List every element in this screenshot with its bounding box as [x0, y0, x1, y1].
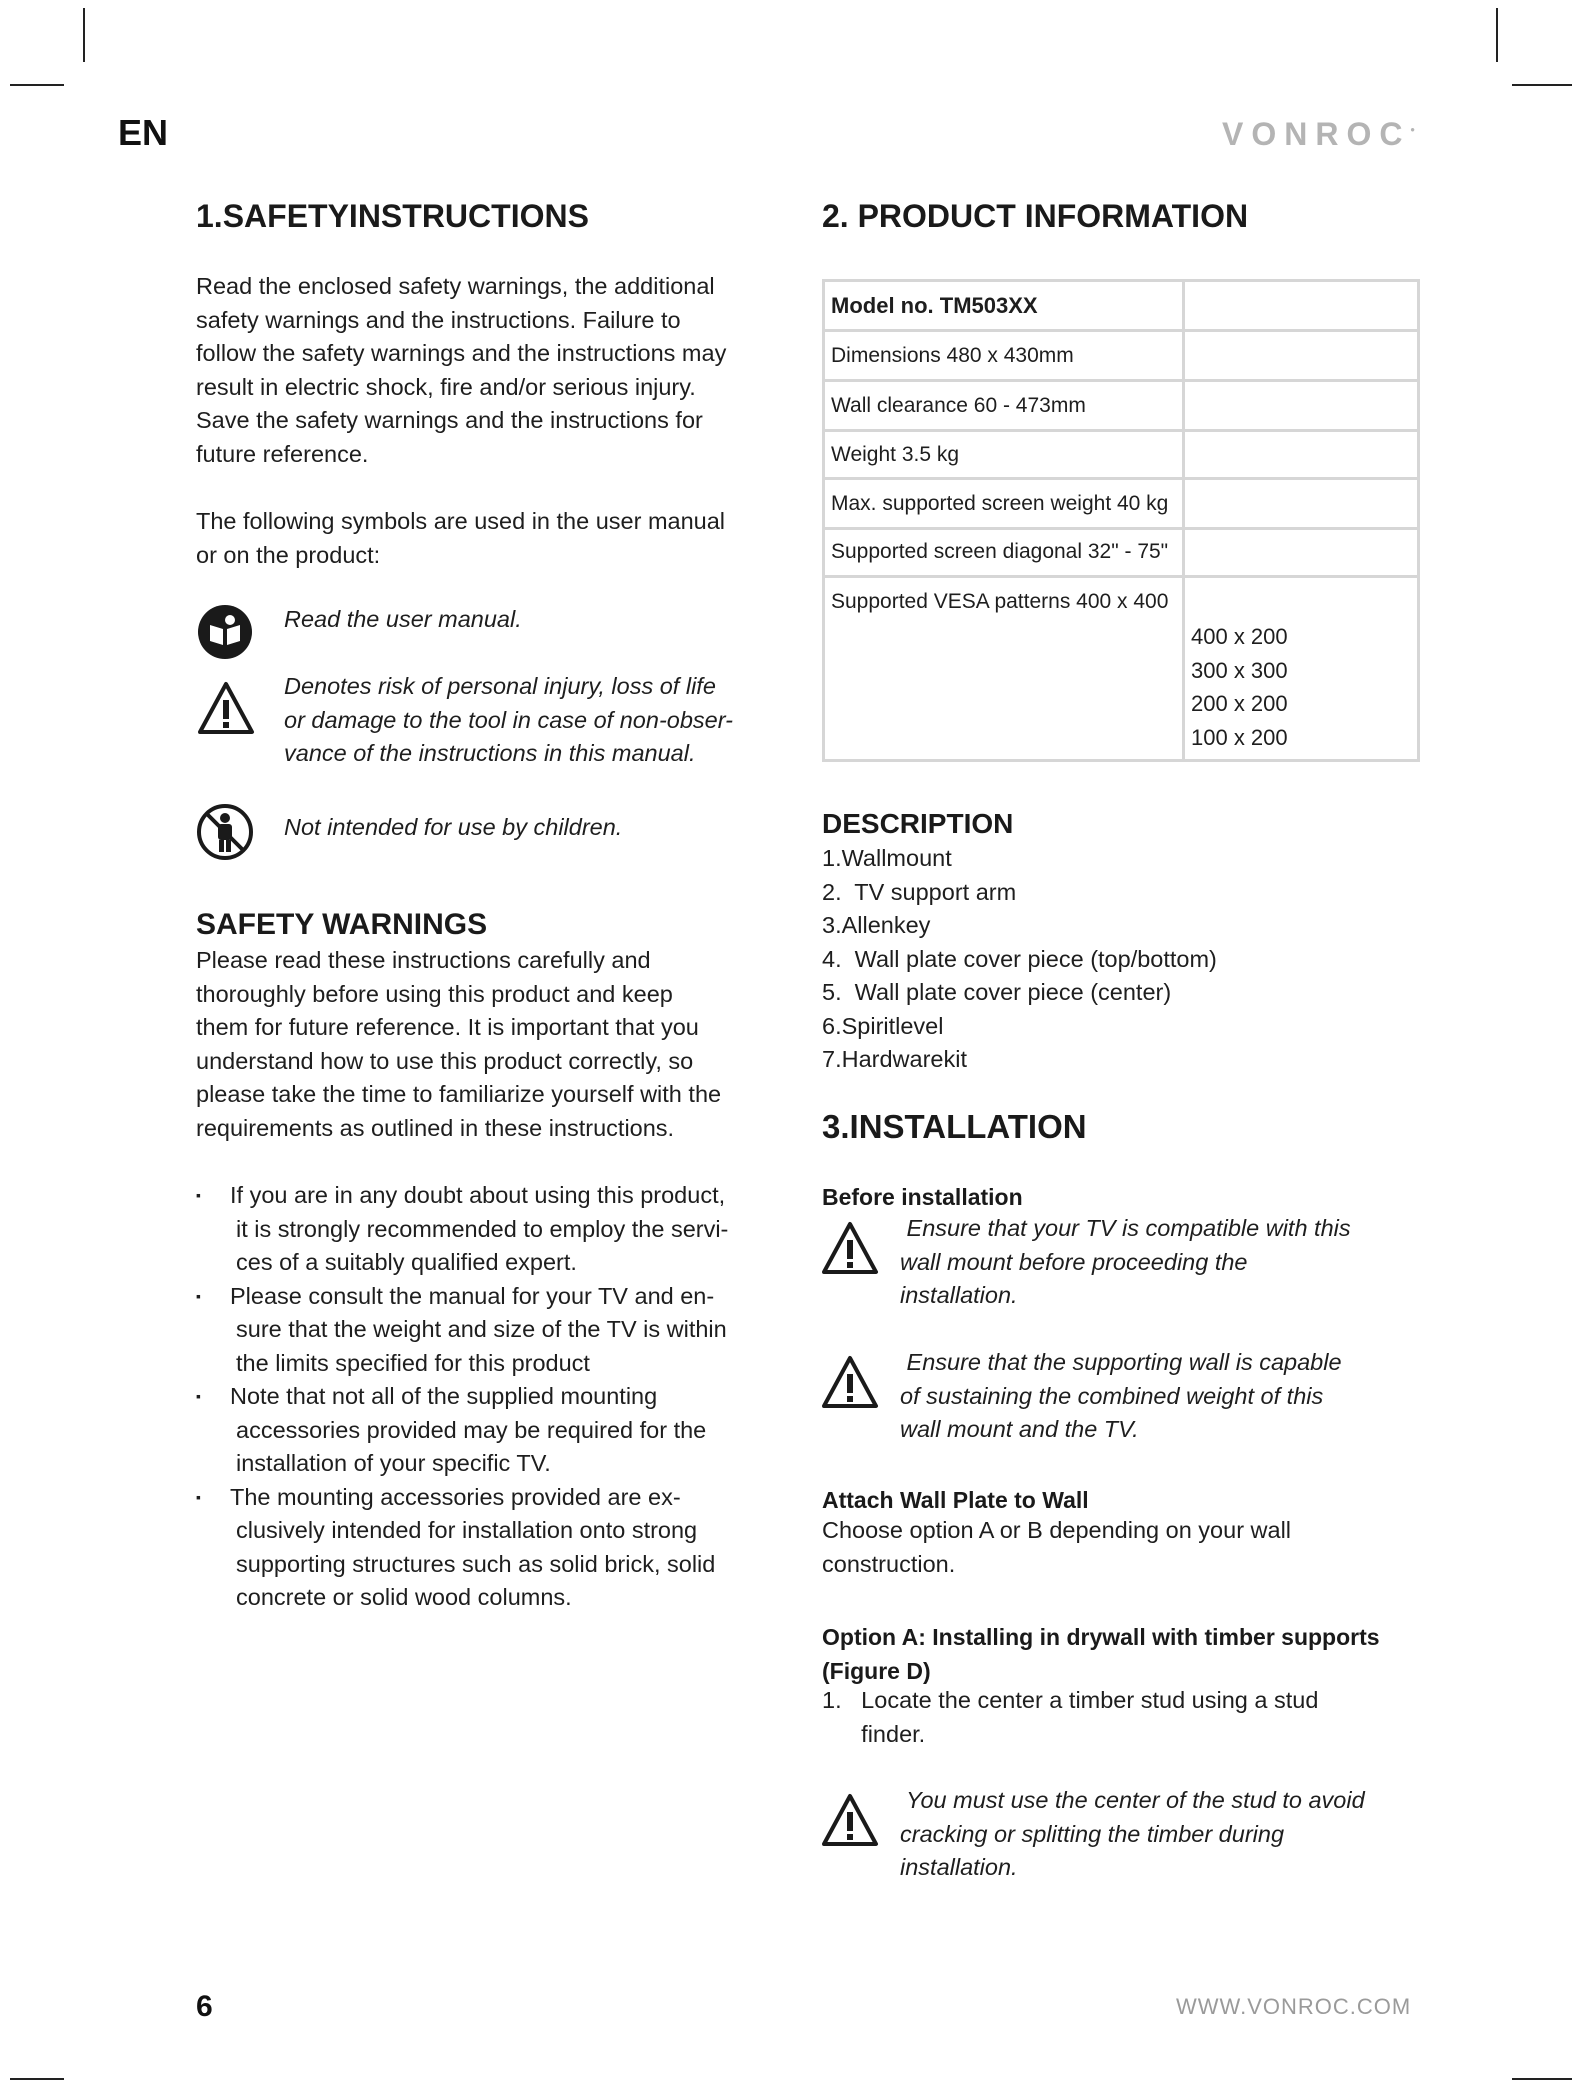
table-row — [824, 381, 1419, 431]
symbol-no-children — [196, 803, 816, 866]
symbol-text: Not intended for use by children. — [284, 814, 623, 840]
text-line: (Figure D) — [822, 1657, 931, 1684]
text-line: Read the enclosed safety warnings, the additional — [196, 273, 715, 299]
bullet-line: ▪ Note that not all of the supplied mounting — [230, 1383, 658, 1409]
warning-triangle-icon — [820, 1784, 900, 1885]
symbol-text: Read the user manual. — [284, 606, 522, 632]
warning-text: installation. — [900, 1854, 1018, 1880]
table-cell — [1184, 479, 1419, 529]
warning-text: wall mount before proceeding the — [900, 1248, 1248, 1275]
spec-dimensions: Dimensions 480 x 430mm — [824, 331, 1184, 381]
before-installation-title: Before installation — [822, 1184, 1023, 1210]
bullet-line: it is strongly recommended to employ the servi- — [236, 1215, 729, 1242]
safety-warnings-title: SAFETY WARNINGS — [196, 908, 488, 941]
no-children-icon — [196, 803, 258, 866]
table-cell — [1184, 431, 1419, 479]
vesa-pattern: 300 x 300 — [1191, 657, 1288, 683]
table-row — [824, 529, 1419, 577]
spec-wall-clearance: Wall clearance 60 - 473mm — [824, 381, 1184, 431]
table-row — [824, 577, 1419, 761]
step-line: 1. Locate the center a timber stud using a stud — [822, 1687, 1319, 1713]
page-number: 6 — [196, 1990, 213, 2023]
bullet-line: clusively intended for installation onto strong — [236, 1517, 698, 1543]
bullet-item — [196, 1380, 806, 1481]
step-line: finder. — [822, 1720, 926, 1747]
description-item: 4. Wall plate cover piece (top/bottom) — [822, 945, 1217, 972]
text-line: requirements as outlined in these instructions. — [196, 1114, 675, 1141]
description-list — [822, 842, 1422, 1077]
bullet-line: installation of your specific TV. — [236, 1450, 551, 1476]
bullet-line: sure that the weight and size of the TV is within — [236, 1316, 727, 1342]
description-item: 2. TV support arm — [822, 878, 1017, 905]
table-row — [824, 331, 1419, 381]
spec-max-weight: Max. supported screen weight 40 kg — [831, 492, 1169, 515]
spec-diagonal-cell — [824, 529, 1184, 577]
table-cell — [1184, 381, 1419, 431]
product-spec-table — [822, 279, 1420, 762]
table-cell — [1184, 331, 1419, 381]
vesa-pattern: 400 x 200 — [1191, 624, 1288, 649]
bullet-line: ▪ Please consult the manual for your TV and en- — [230, 1282, 715, 1309]
text-line: Save the safety warnings and the instructions for — [196, 407, 703, 433]
bullet-item — [196, 1481, 806, 1615]
text-line: safety warnings and the instructions. Failure to — [196, 306, 681, 333]
table-row — [824, 479, 1419, 529]
bullet-line: ▪ The mounting accessories provided are ex- — [230, 1483, 681, 1510]
model-number: Model no. TM503XX — [824, 281, 1184, 331]
installation-title: 3.INSTALLATION — [822, 1108, 1087, 1145]
description-title: DESCRIPTION — [822, 808, 1014, 839]
bullet-item — [196, 1280, 806, 1381]
description-item: 7.Hardwarekit — [822, 1046, 967, 1072]
vesa-pattern: 200 x 200 — [1191, 691, 1288, 716]
spec-vesa: Supported VESA patterns 400 x 400 — [831, 590, 1169, 613]
bullet-line: the limits specified for this product — [236, 1349, 590, 1376]
table-row — [824, 431, 1419, 479]
symbol-text: Denotes risk of personal injury, loss of life — [284, 673, 716, 699]
bullet-line: accessories provided may be required for the — [236, 1416, 707, 1443]
warning-wall-capacity — [820, 1346, 1430, 1447]
crop-mark — [10, 2078, 64, 2080]
symbols-intro — [196, 505, 796, 572]
brand-logo: VONROC• — [1222, 116, 1415, 152]
text-line: result in electric shock, fire and/or serious injury. — [196, 373, 696, 400]
description-item: 1.Wallmount — [822, 845, 952, 871]
warning-text: wall mount and the TV. — [900, 1416, 1139, 1442]
text-line: construction. — [822, 1550, 956, 1577]
symbol-warning — [196, 670, 816, 771]
description-item: 6.Spiritlevel — [822, 1012, 944, 1039]
safety-intro — [196, 270, 796, 471]
crop-mark — [1512, 84, 1572, 86]
website-url: WWW.VONROC.COM — [1176, 1994, 1412, 2019]
text-line: or on the product: — [196, 541, 381, 568]
bullet-line: ▪ If you are in any doubt about using this product, — [230, 1182, 726, 1208]
warning-text: installation. — [900, 1282, 1018, 1308]
safety-bullet-list — [196, 1179, 806, 1615]
text-line: The following symbols are used in the user manual — [196, 508, 726, 534]
crop-mark — [1496, 8, 1498, 62]
warning-text: of sustaining the combined weight of this — [900, 1382, 1324, 1409]
symbol-text: or damage to the tool in case of non-obser- — [284, 706, 733, 733]
text-line: them for future reference. It is important that you — [196, 1014, 699, 1040]
attach-wall-plate-title: Attach Wall Plate to Wall — [822, 1487, 1089, 1513]
table-row — [824, 281, 1419, 331]
safety-warnings-body — [196, 944, 796, 1145]
text-line: Please read these instructions carefully and — [196, 947, 651, 973]
table-cell — [1184, 529, 1419, 577]
attach-wall-plate-body — [822, 1514, 1422, 1581]
product-information-title: 2. PRODUCT INFORMATION — [822, 198, 1249, 234]
warning-text: You must use the center of the stud to avoid — [900, 1787, 1365, 1813]
symbol-text: vance of the instructions in this manual. — [284, 740, 696, 766]
description-item: 3.Allenkey — [822, 912, 931, 938]
read-manual-icon — [196, 603, 258, 666]
warning-compatibility — [820, 1212, 1430, 1313]
vesa-pattern: 100 x 200 — [1191, 724, 1288, 750]
symbol-read-manual — [196, 603, 816, 666]
bullet-line: supporting structures such as solid brick, solid — [236, 1550, 716, 1577]
option-a-title — [822, 1621, 1462, 1688]
text-line: follow the safety warnings and the instructions may — [196, 340, 727, 366]
warning-text: Ensure that your TV is compatible with this — [900, 1215, 1351, 1241]
warning-stud-center — [820, 1784, 1430, 1885]
crop-mark — [83, 8, 85, 62]
safety-instructions-title: 1.SAFETYINSTRUCTIONS — [196, 198, 589, 234]
text-line: thoroughly before using this product and keep — [196, 980, 673, 1007]
warning-text: Ensure that the supporting wall is capable — [900, 1349, 1342, 1375]
bullet-line: ces of a suitably qualified expert. — [236, 1249, 577, 1275]
table-cell — [1184, 281, 1419, 331]
text-line: understand how to use this product correctly, so — [196, 1047, 694, 1074]
option-a-step-1 — [822, 1684, 1422, 1751]
crop-mark — [1512, 2078, 1572, 2080]
text-line: Choose option A or B depending on your wall — [822, 1517, 1292, 1543]
language-code: EN — [118, 112, 169, 153]
spec-weight: Weight 3.5 kg — [824, 431, 1184, 479]
warning-triangle-icon — [196, 670, 258, 771]
warning-triangle-icon — [820, 1346, 900, 1447]
vesa-extra-cell — [1184, 577, 1419, 761]
spec-max-weight-cell — [824, 479, 1184, 529]
crop-mark — [10, 84, 64, 86]
description-item: 5. Wall plate cover piece (center) — [822, 979, 1172, 1005]
bullet-item — [196, 1179, 806, 1280]
bullet-line: concrete or solid wood columns. — [236, 1584, 572, 1610]
text-line: future reference. — [196, 440, 369, 467]
warning-text: cracking or splitting the timber during — [900, 1820, 1285, 1847]
spec-vesa-cell — [824, 577, 1184, 761]
text-line: Option A: Installing in drywall with timber supports — [822, 1624, 1380, 1650]
warning-triangle-icon — [820, 1212, 900, 1313]
text-line: please take the time to familiarize yourself with the — [196, 1081, 722, 1107]
spec-diagonal: Supported screen diagonal 32" - 75" — [831, 540, 1169, 563]
